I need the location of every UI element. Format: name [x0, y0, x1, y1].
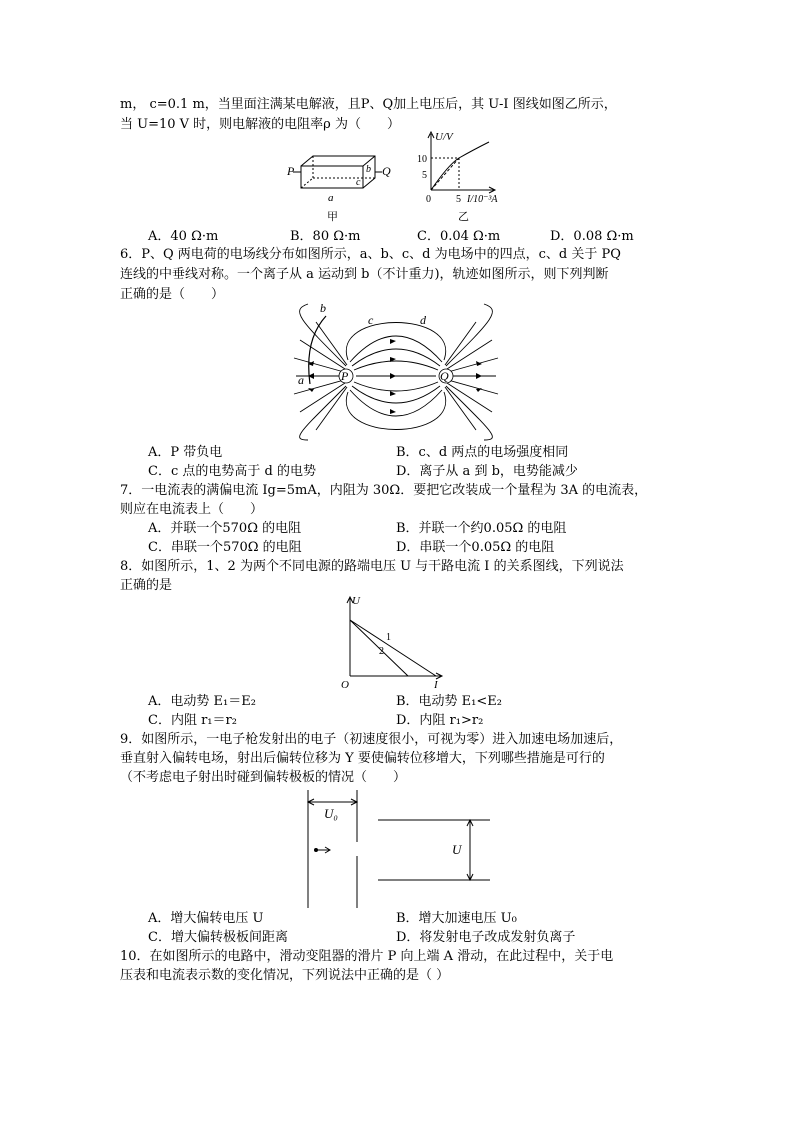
q5-option-d[interactable]: D．0.08 Ω·m — [550, 229, 634, 244]
q7-option-b[interactable]: B．并联一个约0.05Ω 的电阻 — [396, 521, 567, 536]
q5-figure-jia — [285, 148, 405, 226]
caption-yi: 乙 — [458, 211, 469, 223]
q6-line-1: 6．P、Q 两电荷的电场线分布如图所示，a、b、c、d 为电场中的四点，c、d 关于 PQ — [120, 247, 621, 262]
q7-line-2: 则应在电流表上（ ） — [120, 502, 264, 517]
label-a: a — [328, 192, 334, 204]
label-b: b — [366, 164, 371, 175]
axis-U: U — [352, 595, 360, 607]
origin-O: O — [341, 679, 349, 691]
q9-option-c[interactable]: C．增大偏转极板间距离 — [148, 930, 288, 945]
q9-deflection-figure — [300, 790, 500, 910]
q6-field-lines-figure — [290, 300, 510, 442]
q6-line-3: 正确的是（ ） — [120, 287, 225, 302]
tick-5: 5 — [422, 170, 427, 181]
q5-option-a[interactable]: A．40 Ω·m — [148, 229, 219, 244]
q8-option-c[interactable]: C．内阻 r₁＝r₂ — [148, 713, 237, 728]
point-a: a — [298, 373, 304, 387]
q9-option-a[interactable]: A．增大偏转电压 U — [148, 911, 264, 926]
charge-P: P — [341, 369, 349, 383]
q7-line-1: 7．一电流表的满偏电流 Ig=5mA，内阻为 30Ω．要把它改装成一个量程为 3A 的电流表， — [120, 483, 648, 498]
tick-10: 10 — [417, 154, 427, 165]
q9-line-3: （不考虑电子射出时碰到偏转极板的情况（ ） — [120, 770, 407, 785]
q6-option-b[interactable]: B．c、d 两点的电场强度相同 — [396, 445, 569, 460]
q7-option-c[interactable]: C．串联一个570Ω 的电阻 — [148, 540, 302, 555]
q10-line-2: 压表和电流表示数的变化情况，下列说法中正确的是（ ） — [120, 968, 450, 983]
line-label-2: 2 — [379, 646, 384, 657]
q5-option-c[interactable]: C．0.04 Ω·m — [417, 229, 501, 244]
tick-x5: 5 — [456, 194, 461, 205]
q6-line-2: 连线的中垂线对称。一个离子从 a 运动到 b（不计重力)，轨迹如图所示，则下列判断 — [120, 267, 609, 282]
axis-I: I — [434, 679, 438, 691]
q7-option-d[interactable]: D．串联一个0.05Ω 的电阻 — [396, 540, 555, 555]
point-b: b — [320, 301, 326, 315]
tick-0: 0 — [426, 194, 431, 205]
label-U0: U₀ — [324, 806, 338, 821]
caption-jia: 甲 — [327, 211, 338, 223]
q7-option-a[interactable]: A．并联一个570Ω 的电阻 — [148, 521, 302, 536]
line-label-1: 1 — [386, 632, 391, 643]
q9-line-1: 9．如图所示，一电子枪发射出的电子（初速度很小，可视为零）进入加速电场加速后， — [120, 732, 623, 747]
label-U: U — [452, 842, 462, 857]
q5-line-1: m， c=0.1 m，当里面注满某电解液，且P、Q加上电压后，其 U-I 图线如图乙所示， — [120, 97, 617, 112]
q10-line-1: 10．在如图所示的电路中，滑动变阻器的滑片 P 向上端 A 滑动，在此过程中，关于电 — [120, 949, 614, 964]
q9-line-2: 垂直射入偏转电场，射出后偏转位移为 Y 要使偏转位移增大，下列哪些措施是可行的 — [120, 751, 605, 766]
q8-option-a[interactable]: A．电动势 E₁＝E₂ — [148, 694, 256, 709]
q9-option-d[interactable]: D．将发射电子改成发射负离子 — [396, 930, 576, 945]
q5-line-2: 当 U=10 V 时，则电解液的电阻率ρ 为（ ） — [120, 117, 400, 132]
q5-figure-yi — [415, 128, 515, 226]
q8-option-b[interactable]: B．电动势 E₁<E₂ — [396, 694, 502, 709]
q6-option-c[interactable]: C．c 点的电势高于 d 的电势 — [148, 464, 316, 479]
q8-ui-graph — [338, 592, 448, 690]
axis-label-I: I/10⁻³A — [467, 194, 498, 205]
point-d: d — [420, 313, 426, 327]
q6-option-a[interactable]: A．P 带负电 — [148, 445, 223, 460]
label-Q: Q — [382, 164, 391, 178]
q8-option-d[interactable]: D．内阻 r₁>r₂ — [396, 713, 484, 728]
q8-line-2: 正确的是 — [120, 578, 173, 593]
charge-Q: Q — [440, 369, 449, 383]
point-c: c — [368, 313, 374, 327]
q9-option-b[interactable]: B．增大加速电压 U₀ — [396, 911, 517, 926]
label-P: P — [287, 164, 295, 178]
q6-option-d[interactable]: D．离子从 a 到 b，电势能减少 — [396, 464, 578, 479]
label-c: c — [356, 177, 361, 188]
axis-label-U: U/V — [435, 131, 453, 143]
q8-line-1: 8．如图所示，1、2 为两个不同电源的路端电压 U 与干路电流 I 的关系图线，下列说法 — [120, 559, 624, 574]
q5-option-b[interactable]: B．80 Ω·m — [290, 229, 361, 244]
